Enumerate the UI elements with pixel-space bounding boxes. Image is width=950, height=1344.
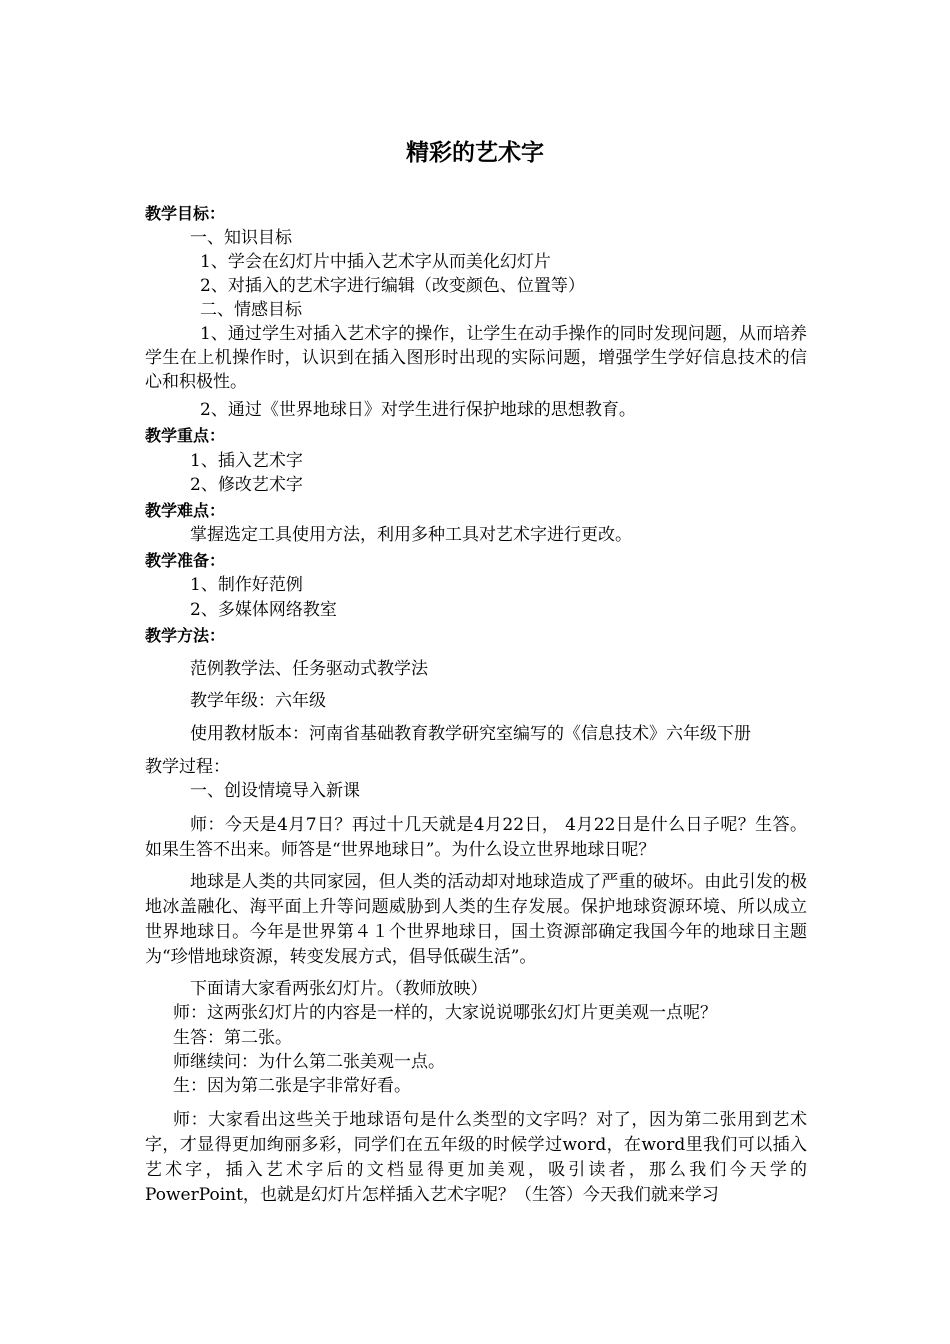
grade-text: 教学年级：六年级 <box>190 691 326 711</box>
dialogue-line: 师继续问：为什么第二张美观一点。 <box>173 1052 445 1072</box>
methods-heading: 教学方法： <box>145 626 226 645</box>
objectives-heading: 教学目标： <box>145 204 226 223</box>
paragraph: 地球是人类的共同家园，但人类的活动却对地球造成了严重的破坏。由此引发的极地冰盖融化、海平面上升等问题威胁到人类的生存发展。保护地球资源环境、所以成立世界地球日。今年是世界第４１个世界地球日，国土资源部确定我国今年的地球日主题为“珍惜地球资源，转变发展方式，倡导低碳生活”。 <box>145 872 807 967</box>
knowledge-heading: 一、知识目标 <box>190 228 292 248</box>
emotion-item: 2、通过《世界地球日》对学生进行保护地球的思想教育。 <box>200 400 636 420</box>
preparation-heading: 教学准备： <box>145 551 226 570</box>
paragraph: 师：今天是4月7日？再过十几天就是4月22日， 4月22日是什么日子呢？生答。如果生答不出来。师答是“世界地球日”。为什么设立世界地球日呢？ <box>145 815 807 860</box>
dialogue-line: 生：因为第二张是字非常好看。 <box>173 1076 411 1096</box>
key-points-heading: 教学重点： <box>145 426 226 445</box>
difficulties-heading: 教学难点： <box>145 501 226 520</box>
dialogue-line: 师：这两张幻灯片的内容是一样的，大家说说哪张幻灯片更美观一点呢？ <box>173 1003 717 1023</box>
preparation-item: 2、多媒体网络教室 <box>190 600 337 620</box>
document-title: 精彩的艺术字 <box>406 140 544 166</box>
paragraph: 下面请大家看两张幻灯片。（教师放映） <box>190 979 488 999</box>
key-point-item: 1、插入艺术字 <box>190 451 303 471</box>
emotion-item: 1、通过学生对插入艺术字的操作，让学生在动手操作的同时发现问题，从而培养学生在上机操作时，认识到在插入图形时出现的实际问题，增强学生学好信息技术的信心和积极性。 <box>145 324 807 392</box>
knowledge-item: 2、对插入的艺术字进行编辑（改变颜色、位置等） <box>200 276 585 296</box>
textbook-text: 使用教材版本：河南省基础教育教学研究室编写的《信息技术》六年级下册 <box>190 724 751 744</box>
emotion-heading: 二、情感目标 <box>200 300 302 320</box>
methods-text: 范例教学法、任务驱动式教学法 <box>190 659 428 679</box>
key-point-item: 2、修改艺术字 <box>190 475 303 495</box>
difficulties-text: 掌握选定工具使用方法，利用多种工具对艺术字进行更改。 <box>190 525 632 545</box>
preparation-item: 1、制作好范例 <box>190 575 303 595</box>
knowledge-item: 1、学会在幻灯片中插入艺术字从而美化幻灯片 <box>200 252 551 272</box>
dialogue-line: 生答：第二张。 <box>173 1028 292 1048</box>
process-heading: 教学过程： <box>145 757 230 777</box>
section-heading: 一、创设情境导入新课 <box>190 781 360 801</box>
paragraph: 师：大家看出这些关于地球语句是什么类型的文字吗？对了，因为第二张用到艺术字，才显得更加绚丽多彩，同学们在五年级的时候学过word，在word里我们可以插入艺术字，插入艺术字后的文档显得更加美观，吸引读者，那么我们今天学的PowerPoint，也就是幻灯片怎样插入艺术字呢？（生答）今天我们就来学习 <box>145 1110 807 1205</box>
